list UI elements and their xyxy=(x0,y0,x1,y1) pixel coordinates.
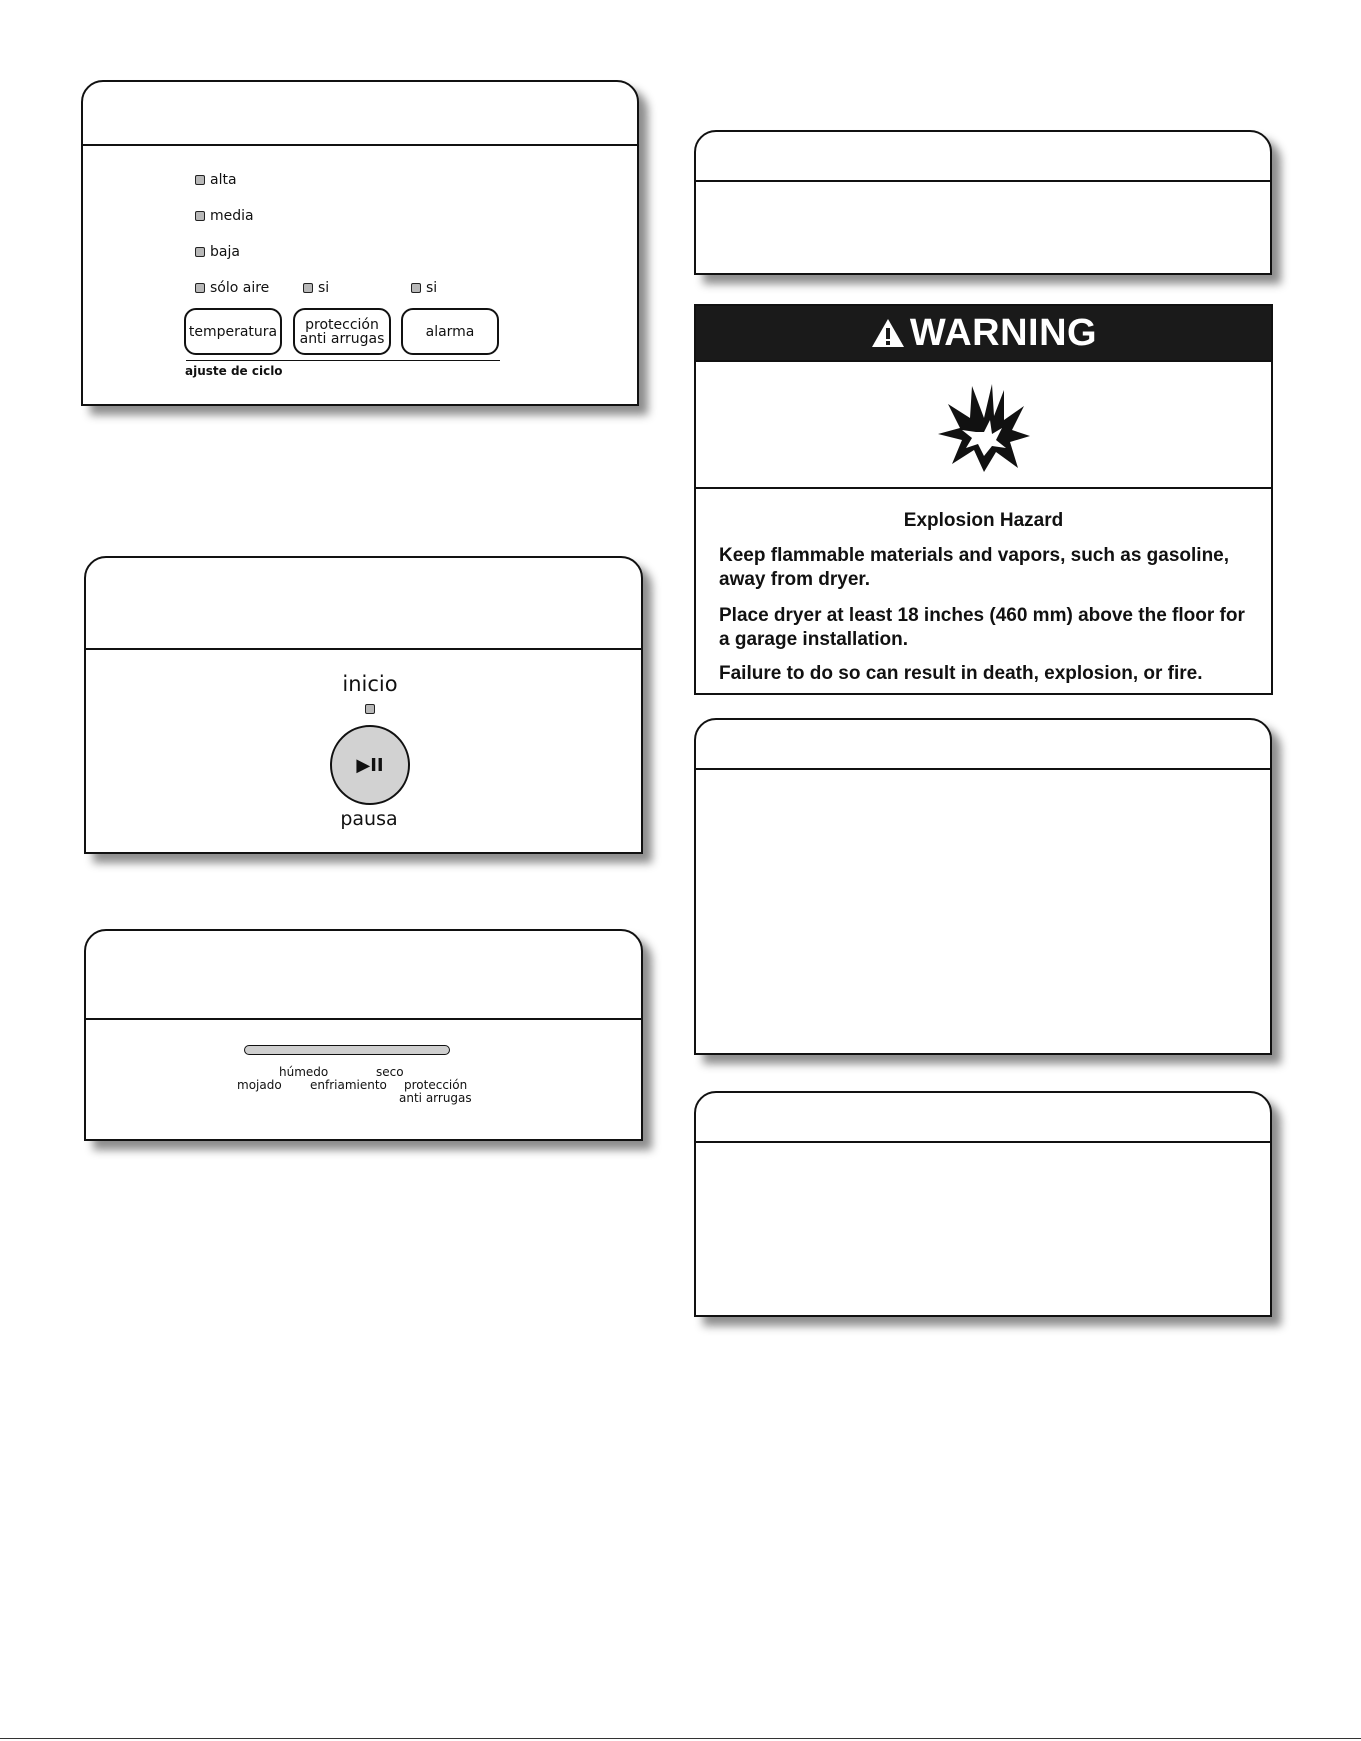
panel-header-rule xyxy=(83,144,637,146)
panel-header-rule xyxy=(86,1018,641,1020)
indicator-light xyxy=(303,283,313,293)
warning-paragraph-3: Failure to do so can result in death, explosion, or fire. xyxy=(719,663,1203,684)
cycle-settings-underline xyxy=(186,360,500,361)
status-progress-bar xyxy=(244,1045,450,1055)
panel-header-rule xyxy=(86,648,641,650)
warning-header: WARNING xyxy=(696,306,1271,360)
warning-paragraph-2: Place dryer at least 18 inches (460 mm) above the floor for a garage installation. xyxy=(719,605,1245,650)
explosion-icon xyxy=(934,376,1034,476)
status-label-wrinkle-shield: protección xyxy=(404,1078,468,1092)
warning-icon-rule xyxy=(696,487,1271,489)
indicator-light xyxy=(195,211,205,221)
hazard-title: Explosion Hazard xyxy=(903,510,1064,531)
right-panel-top xyxy=(694,130,1272,275)
wrinkle-shield-button[interactable]: protección anti arrugas xyxy=(293,308,391,355)
status-label-dry: seco xyxy=(376,1065,404,1079)
indicator-light xyxy=(195,247,205,257)
status-label-wrinkle-shield-2: anti arrugas xyxy=(399,1091,472,1105)
warning-triangle-icon xyxy=(870,317,906,349)
start-pause-button[interactable] xyxy=(330,725,410,805)
cycle-settings-panel xyxy=(81,80,639,406)
indicator-light xyxy=(195,175,205,185)
warning-box xyxy=(694,304,1273,695)
status-label-wet: mojado xyxy=(237,1078,282,1092)
pause-label: pausa xyxy=(340,808,398,830)
warning-header-rule xyxy=(696,360,1271,362)
status-label-damp: húmedo xyxy=(279,1065,329,1079)
warning-paragraph-1: Keep flammable materials and vapors, such as gasoline, away from dryer. xyxy=(719,545,1230,590)
temp-option-high: alta xyxy=(195,172,237,188)
alarm-button[interactable]: alarma xyxy=(401,308,499,355)
temp-option-low: baja xyxy=(195,244,240,260)
alarm-option-yes: si xyxy=(411,280,437,296)
status-label-cooldown: enfriamiento xyxy=(310,1078,387,1092)
panel-header-rule xyxy=(696,1141,1270,1143)
play-pause-icon: ▶II xyxy=(356,754,384,776)
panel-header-rule xyxy=(696,768,1270,770)
temp-option-medium: media xyxy=(195,208,254,224)
cycle-status-panel xyxy=(84,929,643,1141)
right-panel-middle xyxy=(694,718,1272,1055)
indicator-light xyxy=(411,283,421,293)
start-pause-panel xyxy=(84,556,643,854)
start-label: inicio xyxy=(342,672,398,696)
start-indicator-light xyxy=(365,704,375,714)
wrinkle-option-yes: si xyxy=(303,280,329,296)
page-footer-rule xyxy=(0,1738,1361,1739)
temperature-button[interactable]: temperatura xyxy=(184,308,282,355)
panel-header-rule xyxy=(696,180,1270,182)
right-panel-bottom xyxy=(694,1091,1272,1317)
indicator-light xyxy=(195,283,205,293)
temp-option-air-only: sólo aire xyxy=(195,280,269,296)
cycle-settings-label: ajuste de ciclo xyxy=(185,364,283,378)
